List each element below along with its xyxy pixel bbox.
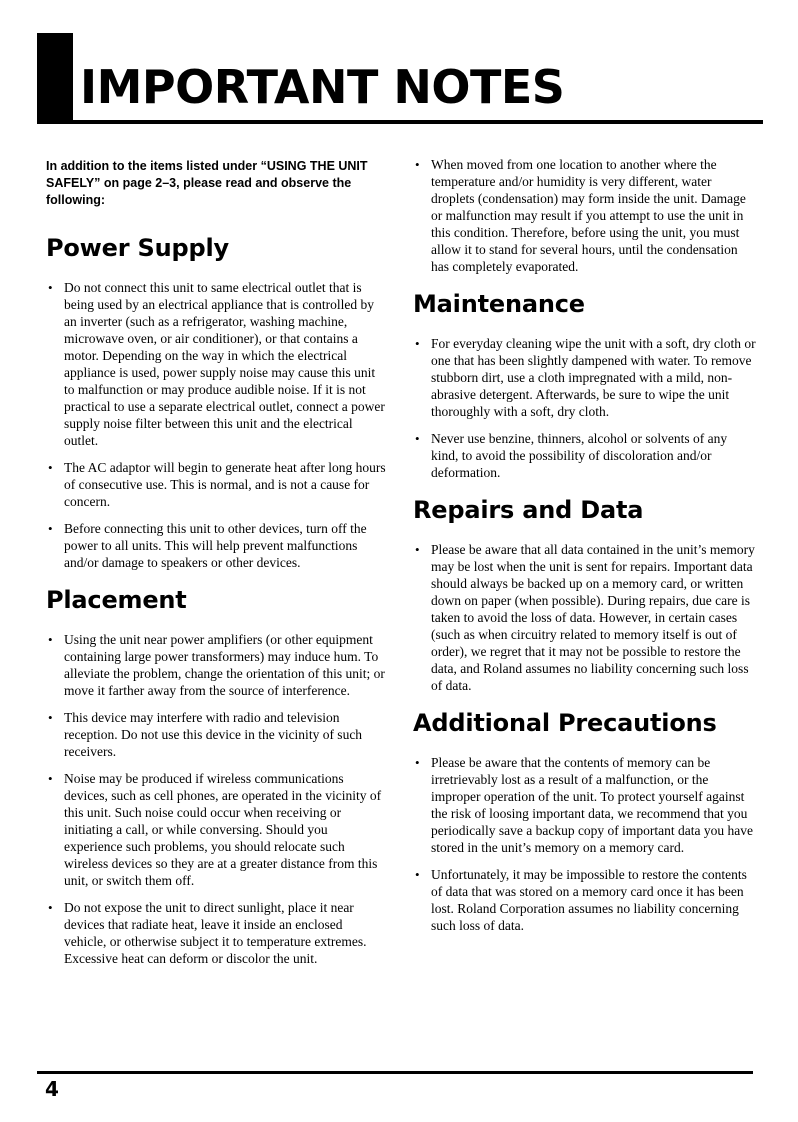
additional-precautions-list [413,754,757,934]
list-item: • Please be aware that all data contained in the unit’s memory may be lost when the unit is sent for repairs. Important data should always be backed up on a memory card, or written down on paper (when possible). During repairs, due care is taken to avoid the loss of data. However, in certain cases (such as when circuitry related to memory itself is out of order), we regret that it may not be possible to restore the data, and Roland assumes no liability concerning such loss of data. [413,541,757,694]
section-heading-additional-precautions: Additional Precautions [413,709,717,737]
list-item: • Never use benzine, thinners, alcohol or solvents of any kind, to avoid the possibility of discoloration and/or deformation. [413,430,757,481]
section-heading-placement: Placement [46,586,187,614]
list-item: • Do not connect this unit to same electrical outlet that is being used by an electrical appliance that is controlled by an inverter (such as a refrigerator, washing machine, microwave oven, or air conditioner), or that contains a motor. Depending on the way in which the electrical appliance is used, power supply noise may cause this unit to malfunction or may produce audible noise. If it is not practical to use a separate electrical outlet, connect a power supply noise filter between this unit and the electrical outlet. [46,279,386,449]
page-title: IMPORTANT NOTES [80,60,565,114]
list-item: • Please be aware that the contents of memory can be irretrievably lost as a result of a malfunction, or the improper operation of the unit. To protect yourself against the risk of loosing important data, we recommend that you periodically save a backup copy of important data you have stored in the unit’s memory on a memory card. [413,754,757,856]
list-item: • Before connecting this unit to other devices, turn off the power to all units. This will help prevent malfunctions and/or damage to speakers or other devices. [46,520,386,571]
left-column [46,156,386,977]
right-column [413,156,757,944]
maintenance-list [413,335,757,481]
page-number: 4 [45,1077,59,1101]
footer-rule [37,1071,753,1074]
placement-list [46,631,386,967]
intro-text: In addition to the items listed under “USING THE UNIT SAFELY” on page 2–3, please read and observe the following: [46,159,368,207]
list-item: • For everyday cleaning wipe the unit with a soft, dry cloth or one that has been slightly dampened with water. To remove stubborn dirt, use a cloth impregnated with a mild, non-abrasive detergent. Afterwards, be sure to wipe the unit thoroughly with a soft, dry cloth. [413,335,757,420]
list-item: • When moved from one location to another where the temperature and/or humidity is very different, water droplets (condensation) may form inside the unit. Damage or malfunction may result if you attempt to use the unit in this condition. Therefore, before using the unit, you must allow it to stand for several hours, until the condensation has completely evaporated. [413,156,757,275]
power-supply-list [46,279,386,571]
placement-continued-list [413,156,757,275]
list-item: • This device may interfere with radio and television reception. Do not use this device in the vicinity of such receivers. [46,709,386,760]
list-item: • Do not expose the unit to direct sunlight, place it near devices that radiate heat, leave it inside an enclosed vehicle, or otherwise subject it to temperature extremes. Excessive heat can deform or discolor the unit. [46,899,386,967]
title-black-bar [37,33,73,123]
title-rule [37,120,763,124]
repairs-list [413,541,757,694]
section-heading-power-supply: Power Supply [46,234,229,262]
list-item: • The AC adaptor will begin to generate heat after long hours of consecutive use. This is normal, and is not a cause for concern. [46,459,386,510]
section-heading-repairs-and-data: Repairs and Data [413,496,644,524]
list-item: • Using the unit near power amplifiers (or other equipment containing large power transformers) may induce hum. To alleviate the problem, change the orientation of this unit; or move it farther away from the source of interference. [46,631,386,699]
list-item: • Noise may be produced if wireless communications devices, such as cell phones, are operated in the vicinity of this unit. Such noise could occur when receiving or initiating a call, or while conversing. Should you experience such problems, you should relocate such wireless devices so they are at a greater distance from this unit, or switch them off. [46,770,386,889]
section-heading-maintenance: Maintenance [413,290,585,318]
list-item: • Unfortunately, it may be impossible to restore the contents of data that was stored on a memory card once it has been lost. Roland Corporation assumes no liability concerning such loss of data. [413,866,757,934]
